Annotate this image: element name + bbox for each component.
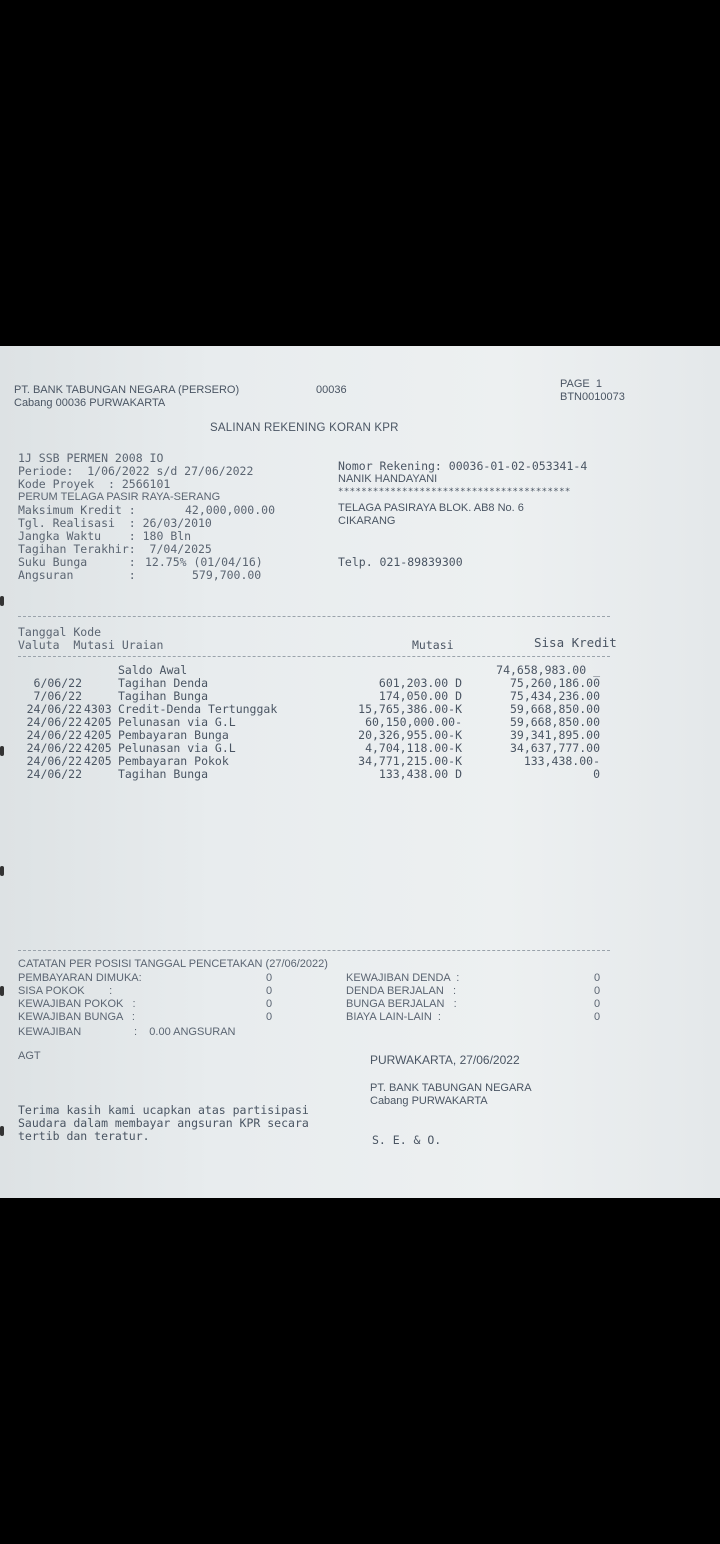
- row-description: Credit-Denda Tertunggak: [118, 702, 278, 716]
- row-date: 24/06/22: [26, 728, 82, 742]
- row-sisa-kredit: 75,434,236.00: [509, 689, 600, 703]
- installment-value: 579,700.00: [192, 568, 262, 582]
- period: Periode: 1/06/2022 s/d 27/06/2022: [18, 464, 254, 478]
- divider: [18, 950, 610, 951]
- row-code: 4205: [84, 715, 112, 729]
- note-value: 0: [266, 972, 273, 984]
- punch-hole-mark: [0, 986, 4, 996]
- row-description: Saldo Awal: [118, 663, 188, 677]
- row-mutasi: 34,771,215.00-K: [358, 754, 462, 768]
- row-description: Tagihan Bunga: [118, 689, 209, 703]
- note-value: 0: [594, 998, 601, 1010]
- bank-name: PT. BANK TABUNGAN NEGARA (PERSERO): [14, 384, 240, 396]
- row-description: Pembayaran Bunga: [118, 728, 229, 742]
- kewajiban-label: KEWAJIBAN: [18, 1026, 82, 1038]
- row-mutasi: 20,326,955.00-K: [358, 728, 462, 742]
- account-number: Nomor Rekening: 00036-01-02-053341-4: [338, 459, 588, 473]
- row-description: Tagihan Bunga: [118, 767, 209, 781]
- punch-hole-mark: [0, 746, 4, 756]
- thanks-line-3: tertib dan teratur.: [18, 1129, 150, 1143]
- row-description: Pelunasan via G.L: [118, 741, 236, 755]
- divider: [18, 656, 610, 657]
- row-code: 4205: [84, 728, 112, 742]
- row-date: 24/06/22: [26, 741, 82, 755]
- note-label: BIAYA LAIN-LAIN :: [346, 1011, 441, 1023]
- thanks-line-2: Saudara dalam membayar angsuran KPR secara: [18, 1116, 309, 1130]
- row-mutasi: 15,765,386.00-K: [358, 702, 462, 716]
- row-sisa-kredit: 34,637,777.00: [509, 741, 600, 755]
- row-code: 4205: [84, 741, 112, 755]
- branch-code: 00036: [316, 384, 347, 396]
- note-label: BUNGA BERJALAN :: [346, 998, 457, 1010]
- row-sisa-kredit: 75,260,186.00: [509, 676, 600, 690]
- address-line-1: TELAGA PASIRAYA BLOK. AB8 No. 6: [338, 502, 524, 514]
- kewajiban-value: : 0.00 ANGSURAN: [134, 1026, 236, 1038]
- row-sisa-kredit: 39,341,895.00: [509, 728, 600, 742]
- row-description: Pelunasan via G.L: [118, 715, 236, 729]
- table-row: [16, 768, 616, 781]
- separator-stars: ****************************************: [338, 487, 571, 497]
- installment-label: Angsuran :: [18, 568, 136, 582]
- note-value: 0: [266, 985, 273, 997]
- phone-number: Telp. 021-89839300: [338, 555, 463, 569]
- place-date: PURWAKARTA, 27/06/2022: [370, 1053, 520, 1067]
- row-mutasi: 60,150,000.00-: [365, 715, 462, 729]
- max-credit-value: 42,000,000.00: [185, 503, 276, 517]
- interest-label: Suku Bunga :: [18, 555, 136, 569]
- loan-term: Jangka Waktu : 180 Bln: [18, 529, 192, 543]
- row-code: 4303: [84, 702, 112, 716]
- divider: [18, 616, 610, 617]
- row-description: Tagihan Denda: [118, 676, 209, 690]
- note-value: 0: [594, 1011, 601, 1023]
- document-title: SALINAN REKENING KORAN KPR: [210, 422, 399, 434]
- note-value: 0: [266, 1011, 273, 1023]
- max-credit-label: Maksimum Kredit :: [18, 503, 136, 517]
- note-value: 0: [594, 985, 601, 997]
- thanks-line-1: Terima kasih kami ucapkan atas partisipasi: [18, 1103, 309, 1117]
- row-date: 24/06/22: [26, 702, 82, 716]
- note-label: KEWAJIBAN POKOK :: [18, 998, 136, 1010]
- note-value: 0: [266, 998, 273, 1010]
- address-line-2: CIKARANG: [338, 515, 396, 527]
- row-mutasi: 601,203.00 D: [378, 676, 462, 690]
- table-header-line-1: Tanggal Kode: [18, 625, 102, 639]
- punch-hole-mark: [0, 596, 4, 606]
- realization-date: Tgl. Realisasi : 26/03/2010: [18, 516, 212, 530]
- product-name: 1J SSB PERMEN 2008 IO: [18, 451, 164, 465]
- project-code: Kode Proyek : 2566101: [18, 477, 171, 491]
- table-row: [16, 755, 616, 768]
- note-label: DENDA BERJALAN :: [346, 985, 457, 997]
- signature-branch: Cabang PURWAKARTA: [370, 1095, 488, 1107]
- note-label: KEWAJIBAN DENDA :: [346, 972, 460, 984]
- row-sisa-kredit: 133,438.00-: [523, 754, 600, 768]
- column-header-mutasi: Mutasi: [412, 638, 454, 652]
- row-date: 24/06/22: [26, 715, 82, 729]
- errors-omissions-note: S. E. & O.: [372, 1133, 442, 1147]
- row-date: 6/06/22: [33, 676, 82, 690]
- project-name: PERUM TELAGA PASIR RAYA-SERANG: [18, 491, 221, 503]
- row-description: Pembayaran Pokok: [118, 754, 229, 768]
- punch-hole-mark: [0, 1126, 4, 1136]
- note-label: SISA POKOK :: [18, 985, 113, 997]
- row-sisa-kredit: 59,668,850.00: [509, 715, 600, 729]
- row-date: 24/06/22: [26, 767, 82, 781]
- row-code: 4205: [84, 754, 112, 768]
- row-sisa-kredit: 74,658,983.00 _: [496, 663, 600, 677]
- statement-paper: [0, 346, 720, 1198]
- row-mutasi: 4,704,118.00-K: [365, 741, 462, 755]
- row-sisa-kredit: 0: [593, 767, 600, 781]
- punch-hole-mark: [0, 866, 4, 876]
- agt-label: AGT: [18, 1050, 41, 1062]
- note-label: PEMBAYARAN DIMUKA:: [18, 972, 142, 984]
- branch-name: Cabang 00036 PURWAKARTA: [14, 397, 166, 409]
- row-mutasi: 174,050.00 D: [378, 689, 462, 703]
- column-header-sisa-kredit: Sisa Kredit: [534, 635, 617, 650]
- page-number: PAGE 1: [560, 378, 602, 390]
- row-mutasi: 133,438.00 D: [378, 767, 462, 781]
- interest-value: 12.75% (01/04/16): [145, 555, 263, 569]
- last-bill-date: Tagihan Terakhir: 7/04/2025: [18, 542, 212, 556]
- notes-heading: CATATAN PER POSISI TANGGAL PENCETAKAN (27/06/2022): [18, 958, 328, 970]
- row-date: 24/06/22: [26, 754, 82, 768]
- note-value: 0: [594, 972, 601, 984]
- document-code: BTN0010073: [560, 391, 625, 403]
- account-holder: NANIK HANDAYANI: [338, 473, 438, 485]
- table-header-line-2: Valuta Mutasi Uraian: [18, 638, 164, 652]
- note-label: KEWAJIBAN BUNGA :: [18, 1011, 135, 1023]
- row-sisa-kredit: 59,668,850.00: [509, 702, 600, 716]
- row-date: 7/06/22: [33, 689, 82, 703]
- signature-bank: PT. BANK TABUNGAN NEGARA: [370, 1082, 532, 1094]
